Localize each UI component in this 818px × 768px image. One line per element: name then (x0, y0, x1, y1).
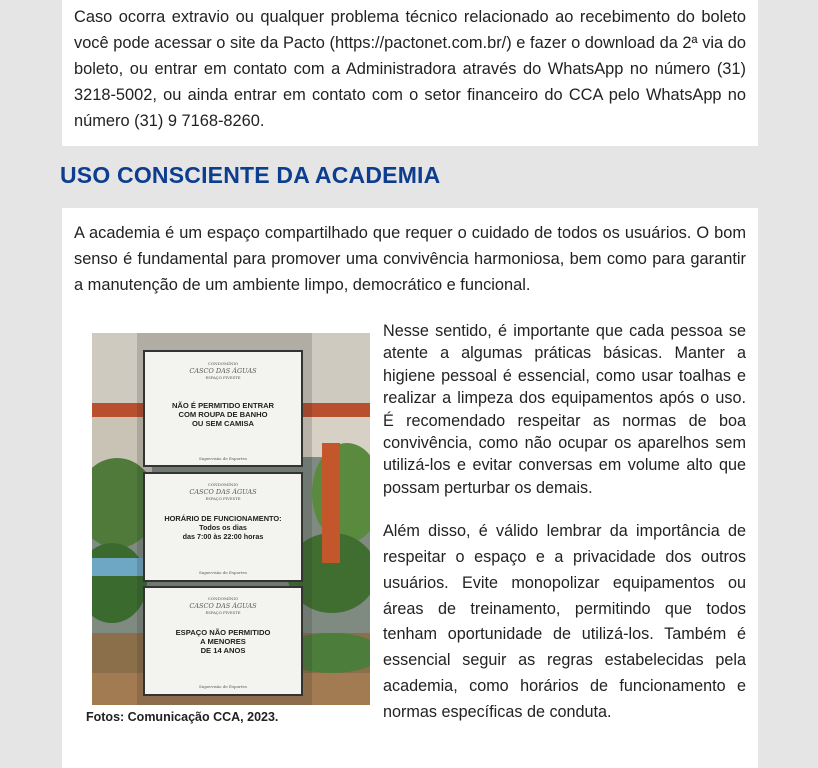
svg-text:CASCO DAS ÁGUAS: CASCO DAS ÁGUAS (189, 602, 257, 610)
academia-card (62, 208, 758, 768)
photo-caption: Fotos: Comunicação CCA, 2023. (86, 710, 279, 724)
svg-text:ESPAÇO PIVESTE: ESPAÇO PIVESTE (205, 496, 241, 501)
right-column-text (383, 320, 746, 746)
svg-text:Supervisão de Esportes: Supervisão de Esportes (199, 456, 247, 461)
section-title: USO CONSCIENTE DA ACADEMIA (60, 162, 441, 188)
paragraph-practices: Nesse sentido, é importante que cada pessoa se atente a algumas práticas básicas. Manter a higiene pessoal é essencial, como usar toalhas e realizar a limpeza dos equipamentos após o uso. É recomendado respeitar as normas de boa convivência, como não ocupar os aparelhos sem utilizá-los e evitar conversas em volume alto que possam perturbar os demais. (383, 322, 746, 497)
svg-text:A MENORES: A MENORES (200, 637, 246, 646)
gym-signs-photo (92, 333, 370, 705)
intro-paragraph: A academia é um espaço compartilhado que requer o cuidado de todos os usuários. O bom senso é fundamental para promover uma convivência harmoniosa, bem como para garantir a manutenção de um ambiente limpo, democrático e funcional. (74, 224, 746, 294)
sign-no-swimwear (144, 351, 302, 466)
paragraph-respect: Além disso, é válido lembrar da importância de respeitar o espaço e a privacidade dos outros usuários. Evite monopolizar equipamentos ou áreas de treinamento, permitindo que todos tenham oportunidade de utilizá-los. Também é essencial seguir as regras estabelecidas pela academia, como horários de funcionamento e normas específicas de conduta. (383, 522, 746, 721)
svg-text:DE 14 ANOS: DE 14 ANOS (200, 646, 246, 655)
svg-text:Supervisão de Esportes: Supervisão de Esportes (199, 684, 247, 689)
svg-text:CONDOMÍNIO: CONDOMÍNIO (207, 596, 239, 601)
boleto-info-card (62, 0, 758, 146)
boleto-notice-text: Caso ocorra extravio ou qualquer problema técnico relacionado ao recebimento do boleto você pode acessar o site da Pacto (https://pactonet.com.br/) e fazer o download da 2ª via do boleto, ou entrar em contato com a Administradora através do WhatsApp no número (31) 3218-5002, ou ainda entrar em contato com o setor financeiro do CCA pelo WhatsApp no número (31) 9 7168-8260. (74, 8, 746, 130)
svg-text:OU SEM CAMISA: OU SEM CAMISA (191, 419, 255, 428)
svg-text:HORÁRIO DE FUNCIONAMENTO:: HORÁRIO DE FUNCIONAMENTO: (164, 514, 282, 523)
svg-text:ESPAÇO NÃO PERMITIDO: ESPAÇO NÃO PERMITIDO (175, 628, 271, 637)
svg-text:CONDOMÍNIO: CONDOMÍNIO (207, 482, 239, 487)
svg-text:CASCO DAS ÁGUAS: CASCO DAS ÁGUAS (189, 367, 257, 375)
sign-no-minors (144, 587, 302, 695)
svg-text:Todos os dias: Todos os dias (199, 523, 247, 532)
svg-text:CASCO DAS ÁGUAS: CASCO DAS ÁGUAS (189, 488, 257, 496)
svg-text:ESPAÇO PIVESTE: ESPAÇO PIVESTE (205, 375, 241, 380)
svg-text:NÃO É PERMITIDO ENTRAR: NÃO É PERMITIDO ENTRAR (171, 401, 275, 410)
svg-text:COM ROUPA DE BANHO: COM ROUPA DE BANHO (178, 410, 268, 419)
svg-text:ESPAÇO PIVESTE: ESPAÇO PIVESTE (205, 610, 241, 615)
svg-text:CONDOMÍNIO: CONDOMÍNIO (207, 361, 239, 366)
sign-opening-hours (144, 473, 302, 581)
svg-text:das 7:00 às 22:00 horas: das 7:00 às 22:00 horas (182, 532, 264, 541)
svg-text:Supervisão de Esportes: Supervisão de Esportes (199, 570, 247, 575)
